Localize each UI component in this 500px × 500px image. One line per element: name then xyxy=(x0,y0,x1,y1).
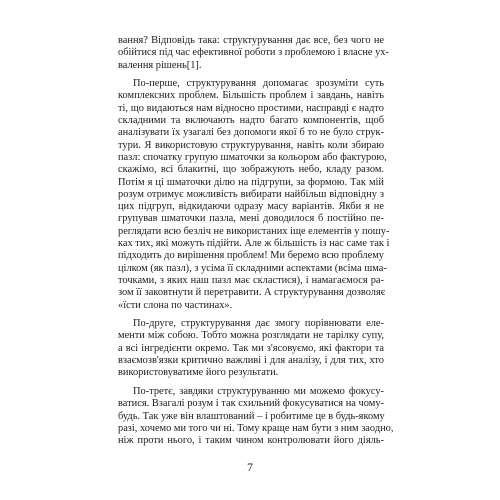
text-line: «їсти слона по частинах». xyxy=(118,299,233,311)
text-line: використовуватиме його результати. xyxy=(118,367,279,379)
text-line: ті, що видаються нам відносно простими, насправді є надто xyxy=(118,102,384,114)
text-line: цілком (як пазл), з усіма її складними аспектами (всіма шма- xyxy=(118,262,387,274)
text-line: По-друге, структурування дає змогу порівнювати еле- xyxy=(133,318,384,330)
text-line: менти між собою. Тобто можна розглядати не тарілку супу, xyxy=(118,330,384,342)
text-line: розум отримує можливість вибирати найбільш відповідну з xyxy=(118,188,384,200)
text-line: а всі інгредієнти окремо. Так ми з'ясовуємо, які фактори та xyxy=(118,342,384,354)
text-line: цих підгруп, відкидаючи одразу масу варіантів. Якби я не xyxy=(118,201,384,213)
text-line: ватися. Взагалі розум і так схильний фокусуватися на чому- xyxy=(118,398,384,410)
text-line: разі, хочемо ми того чи ні. Тому краще нам бути з ним заодно, xyxy=(118,422,394,434)
text-line: групував шматочки пазла, мені доводилося б постійно пе- xyxy=(118,213,384,225)
text-line: підходить до вирішення проблем! Ми беремо всю проблему xyxy=(118,250,384,262)
text-line: обійтися під час ефективної роботи з проблемою і власне ух- xyxy=(118,47,389,59)
text-line: аналізувати їх узагалі без допомоги якої б то не було струк- xyxy=(118,127,384,139)
text-line: вання? Відповідь така: структурування дає все, без чого не xyxy=(118,35,384,46)
text-line: складними та включають надто багато компонентів, щоб xyxy=(118,115,384,127)
text-line: скажімо, всі блакитні, що зображують небо, кладу разом. xyxy=(118,164,384,176)
text-line: По-третє, завдяки структуруванню ми можемо фокусу- xyxy=(133,385,384,397)
text-line: тури. Я використовую структурування, навіть коли збираю xyxy=(118,139,384,151)
text-line: зом її заковтнути й перетравити. А структурування дозволяє xyxy=(118,287,386,299)
text-line: точками, з яких наш пазл має скластися), і намагаємося ра- xyxy=(118,274,384,286)
paragraph xyxy=(118,385,394,447)
paragraph xyxy=(118,35,389,72)
text-line: взаємозв'язки критично важливі і для аналізу, і для тих, хто xyxy=(118,355,384,367)
text-line: По-перше, структурування допомагає зрозуміти суть xyxy=(133,78,384,90)
text-line: комплексних проблем. Більшість проблем і завдань, навіть xyxy=(118,90,384,102)
text-line: реглядати всю безліч не використаних іще елементів у пошу- xyxy=(118,225,390,237)
text-line: пазл: спочатку групую шматочки за кольором або фактурою, xyxy=(118,151,387,163)
text-line: ніж проти нього, і таким чином контролювати його діяль- xyxy=(118,435,384,447)
body-text xyxy=(118,35,394,447)
text-line: валення рішень[1]. xyxy=(118,59,202,71)
paragraph xyxy=(118,318,384,379)
text-line: ках тих, які можуть підійти. Але ж більшість із нас саме так і xyxy=(118,238,390,250)
text-line: будь. Так уже він влаштований – і робитиме це в будь-якому xyxy=(118,410,385,422)
text-line: Потім я ці шматочки ділю на підгрупи, за формою. Так мій xyxy=(118,176,384,188)
page-number: 7 xyxy=(247,460,253,474)
paragraph xyxy=(118,78,390,312)
